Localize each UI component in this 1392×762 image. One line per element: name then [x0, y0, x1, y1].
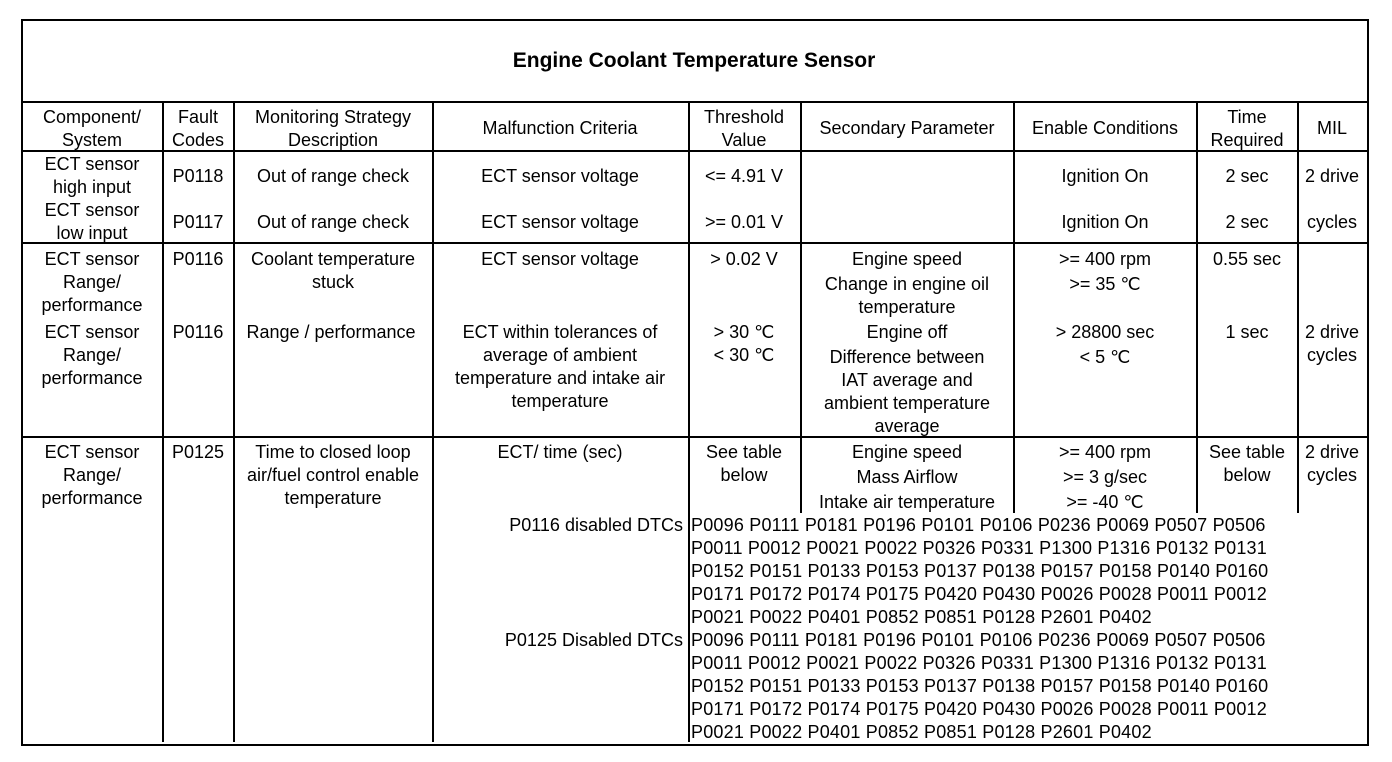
row5-secondary-line3: Intake air temperature [818, 492, 996, 512]
row5-threshold-line1: See table [705, 442, 783, 462]
row4-component-line3: performance [41, 368, 143, 388]
dtc-list-2-line4: P0171 P0172 P0174 P0175 P0420 P0430 P0026 P0028 P0011 P0012 [691, 699, 1267, 719]
row4-threshold-line1: > 30 ℃ [713, 322, 775, 342]
row5-enable-line1: >= 400 rpm [1058, 442, 1152, 462]
row5-monitoring-line3: temperature [284, 488, 382, 508]
dtc-list-2-line2: P0011 P0012 P0021 P0022 P0326 P0331 P1300 P1316 P0132 P0131 [691, 653, 1267, 673]
row3-component-line3: performance [41, 295, 143, 315]
row3-malfunction: ECT sensor voltage [481, 249, 639, 269]
row2-enable: Ignition On [1061, 212, 1149, 232]
row3-component-line2: Range/ [62, 272, 122, 292]
header-threshold-line2: Value [721, 130, 767, 150]
header-malfunction: Malfunction Criteria [482, 118, 638, 138]
row5-mil-line2: cycles [1306, 465, 1358, 485]
header-time-line1: Time [1227, 107, 1267, 127]
title-divider [21, 101, 1367, 103]
row5-code: P0125 [171, 442, 225, 462]
row3-secondary-line1: Engine speed [851, 249, 963, 269]
dtc-list-2-line1: P0096 P0111 P0181 P0196 P0101 P0106 P0236 P0069 P0507 P0506 [691, 630, 1266, 650]
row4-malfunction-line3: temperature and intake air [454, 368, 666, 388]
row4-enable-line2: < 5 ℃ [1079, 347, 1131, 367]
row4-secondary-line1: Engine off [866, 322, 948, 342]
col-divider-component [162, 101, 164, 742]
col-divider-secondary [1013, 101, 1015, 513]
col-divider-malfunction [688, 101, 690, 742]
row3-monitoring-line2: stuck [311, 272, 355, 292]
row2-monitoring: Out of range check [256, 212, 410, 232]
row4-mil-line1: 2 drive [1304, 322, 1360, 342]
header-component-line2: System [61, 130, 123, 150]
col-divider-monitoring [432, 101, 434, 742]
row2-time: 2 sec [1225, 212, 1269, 232]
row5-malfunction: ECT/ time (sec) [497, 442, 623, 462]
row4-secondary-line3: IAT average and [841, 370, 973, 390]
row4-malfunction-line2: average of ambient [482, 345, 638, 365]
row3-secondary-line3: temperature [858, 297, 956, 317]
row4-malfunction-line1: ECT within tolerances of [462, 322, 658, 342]
header-mil: MIL [1316, 118, 1348, 138]
row5-monitoring-line2: air/fuel control enable [246, 465, 420, 485]
row5-component-line3: performance [41, 488, 143, 508]
row2-component-line1: ECT sensor [44, 200, 140, 220]
row1-mil: 2 drive [1304, 166, 1360, 186]
row1-code: P0118 [172, 166, 224, 186]
row2-mil: cycles [1306, 212, 1358, 232]
header-codes-line1: Fault [177, 107, 219, 127]
row2-code: P0117 [172, 212, 224, 232]
row5-threshold-line2: below [720, 465, 768, 485]
row2-component-line2: low input [56, 223, 128, 243]
header-enable: Enable Conditions [1031, 118, 1179, 138]
row4-secondary-line5: average [874, 416, 940, 436]
row5-component-line2: Range/ [62, 465, 122, 485]
row5-enable-line3: >= -40 ℃ [1066, 492, 1144, 512]
row5-secondary-line2: Mass Airflow [856, 467, 958, 487]
dtc-list-1-line2: P0011 P0012 P0021 P0022 P0326 P0331 P1300 P1316 P0132 P0131 [691, 538, 1267, 558]
row1-component-line1: ECT sensor [44, 154, 140, 174]
row1-threshold: <= 4.91 V [704, 166, 784, 186]
row3-time: 0.55 sec [1212, 249, 1282, 269]
row4-monitoring: Range / performance [246, 322, 416, 342]
row1-component-line2: high input [52, 177, 132, 197]
row3-enable-line1: >= 400 rpm [1058, 249, 1152, 269]
header-secondary: Secondary Parameter [819, 118, 995, 138]
row1-time: 2 sec [1225, 166, 1269, 186]
row5-component-line1: ECT sensor [44, 442, 140, 462]
row1-malfunction: ECT sensor voltage [481, 166, 639, 186]
header-threshold-line1: Threshold [703, 107, 785, 127]
row1-monitoring: Out of range check [256, 166, 410, 186]
row5-enable-line2: >= 3 g/sec [1062, 467, 1148, 487]
dtc-list-1-line1: P0096 P0111 P0181 P0196 P0101 P0106 P0236 P0069 P0507 P0506 [691, 515, 1266, 535]
row4-threshold-line2: < 30 ℃ [713, 345, 775, 365]
header-codes-line2: Codes [171, 130, 225, 150]
row3-threshold: > 0.02 V [710, 249, 778, 269]
dtc-list-1-line5: P0021 P0022 P0401 P0852 P0851 P0128 P2601 P0402 [691, 607, 1152, 627]
col-divider-threshold [800, 101, 802, 513]
row4-mil-line2: cycles [1306, 345, 1358, 365]
row2-malfunction: ECT sensor voltage [481, 212, 639, 232]
row5-secondary-line1: Engine speed [851, 442, 963, 462]
header-time-line2: Required [1210, 130, 1284, 150]
row5-mil-line1: 2 drive [1304, 442, 1360, 462]
row3-monitoring-line1: Coolant temperature [250, 249, 416, 269]
row4-enable-line1: > 28800 sec [1055, 322, 1155, 342]
row4-malfunction-line4: temperature [511, 391, 609, 411]
dtc-list-2-line5: P0021 P0022 P0401 P0852 P0851 P0128 P2601 P0402 [691, 722, 1152, 742]
row4-secondary-line2: Difference between [829, 347, 985, 367]
row3-code: P0116 [172, 249, 224, 269]
dtc-list-2-line3: P0152 P0151 P0133 P0153 P0137 P0138 P0157 P0158 P0140 P0160 [691, 676, 1269, 696]
row3-component-line1: ECT sensor [44, 249, 140, 269]
row4-code: P0116 [172, 322, 224, 342]
row4-time: 1 sec [1225, 322, 1269, 342]
header-monitoring-line2: Description [287, 130, 379, 150]
row5-monitoring-line1: Time to closed loop [255, 442, 411, 462]
row5-time-line2: below [1223, 465, 1271, 485]
row5-time-line1: See table [1208, 442, 1286, 462]
dtc-list-1-label: P0116 disabled DTCs [509, 515, 683, 535]
table-title: Engine Coolant Temperature Sensor [512, 49, 876, 72]
row1-enable: Ignition On [1061, 166, 1149, 186]
row2-threshold: >= 0.01 V [704, 212, 784, 232]
dtc-list-2-label: P0125 Disabled DTCs [504, 630, 683, 650]
row3-enable-line2: >= 35 ℃ [1069, 274, 1141, 294]
header-component-line1: Component/ [42, 107, 142, 127]
row3-secondary-line2: Change in engine oil [824, 274, 990, 294]
dtc-list-1-line3: P0152 P0151 P0133 P0153 P0137 P0138 P0157 P0158 P0140 P0160 [691, 561, 1269, 581]
row4-component-line2: Range/ [62, 345, 122, 365]
row4-component-line1: ECT sensor [44, 322, 140, 342]
col-divider-enable [1196, 101, 1198, 513]
col-divider-time [1297, 101, 1299, 513]
row-group-divider-2 [21, 436, 1367, 438]
header-monitoring-line1: Monitoring Strategy [254, 107, 412, 127]
row4-secondary-line4: ambient temperature [823, 393, 991, 413]
row-group-divider-1 [21, 242, 1367, 244]
dtc-list-1-line4: P0171 P0172 P0174 P0175 P0420 P0430 P0026 P0028 P0011 P0012 [691, 584, 1267, 604]
col-divider-codes [233, 101, 235, 742]
